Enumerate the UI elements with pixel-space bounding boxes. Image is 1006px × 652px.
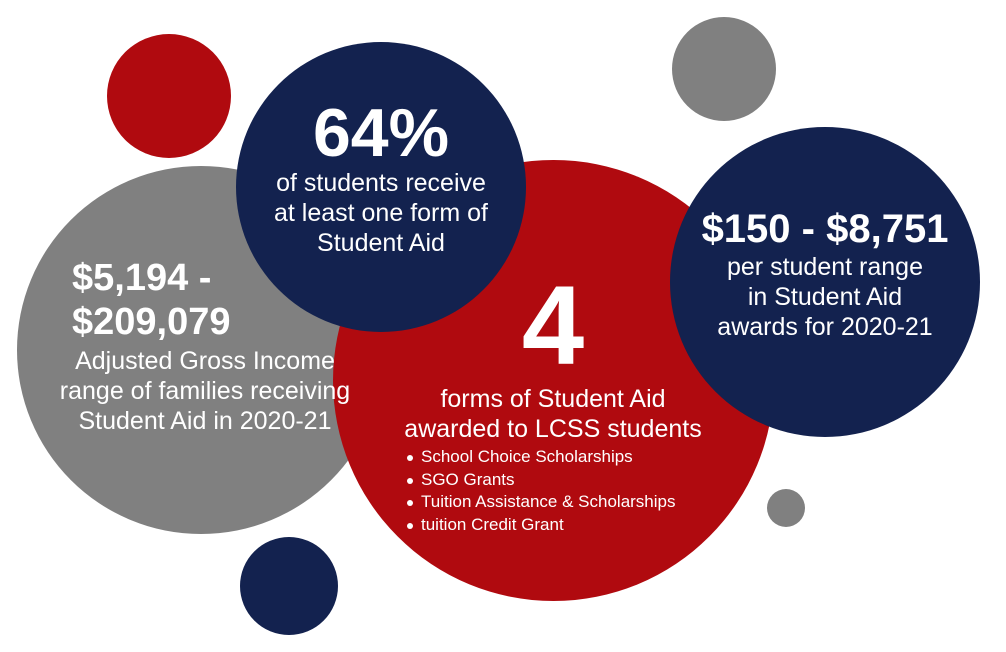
income-range-caption-line: Adjusted Gross Income	[75, 347, 335, 375]
aid-forms-list-item: School Choice Scholarships	[401, 446, 723, 469]
decorative-gray-circle-small	[767, 489, 805, 527]
aid-forms-caption	[383, 384, 723, 444]
aid-percent-caption-line: Student Aid	[317, 229, 445, 257]
aid-percent-stat	[236, 95, 526, 258]
decorative-gray-circle-top	[672, 17, 776, 121]
award-range-caption-line: in Student Aid	[747, 283, 903, 311]
decorative-navy-circle	[240, 537, 338, 635]
aid-forms-list-item: Tuition Assistance & Scholarships	[401, 491, 723, 514]
award-range-caption-line: per student range	[727, 253, 923, 281]
aid-forms-list-item: SGO Grants	[401, 469, 723, 492]
aid-forms-caption-line: awarded to LCSS students	[404, 415, 702, 443]
aid-percent-value: 64%	[312, 95, 450, 171]
aid-forms-list-item: tuition Credit Grant	[401, 514, 723, 537]
decorative-red-circle	[107, 34, 231, 158]
income-range-caption-line: range of families receiving	[59, 377, 351, 405]
award-range-stat	[670, 206, 980, 342]
aid-percent-caption-line: at least one form of	[273, 199, 488, 227]
income-range-caption-line: Student Aid in 2020-21	[78, 407, 332, 435]
aid-percent-caption-line: of students receive	[276, 169, 486, 197]
aid-percent-caption	[236, 168, 526, 258]
award-range-caption	[670, 252, 980, 342]
aid-forms-list	[401, 446, 723, 536]
income-range-stat	[40, 256, 370, 436]
income-range-value-line: $5,194 -	[72, 257, 212, 299]
income-range-value-line: $209,079	[72, 301, 231, 343]
income-range-caption	[40, 346, 370, 436]
income-range-value	[40, 256, 370, 344]
award-range-caption-line: awards for 2020-21	[717, 313, 933, 341]
aid-forms-caption-line: forms of Student Aid	[440, 385, 666, 413]
award-range-value: $150 - $8,751	[701, 207, 949, 251]
aid-forms-value: 4	[521, 263, 585, 388]
